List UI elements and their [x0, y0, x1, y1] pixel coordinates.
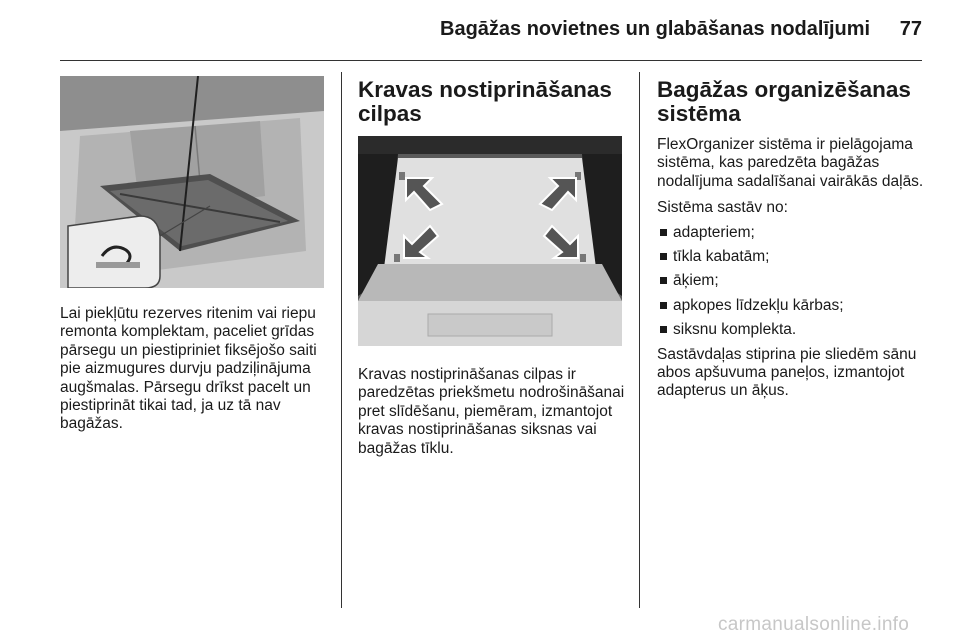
load-compartment-illustration [358, 136, 622, 346]
tie-down-eyes-heading: Kravas nostiprināšanas cilpas [358, 77, 612, 126]
flexorganizer-text [657, 136, 927, 401]
page-number: 77 [899, 18, 922, 40]
page-header-title: Bagāžas novietnes un glabāšanas nodalījumi [440, 18, 871, 40]
watermark: carmanualsonline.info [718, 614, 910, 635]
list-item: tīkla kabatām; [657, 248, 927, 266]
column-divider-right [639, 72, 640, 608]
spare-wheel-cover-figure [60, 76, 324, 288]
tie-down-eyes-paragraph: Kravas nostiprināšanas cilpas ir paredzētas priekšmetu nodrošināšanai pret slīdēšanu, piemēram, izmantojot kravas nostiprināšanas siksnas vai bagāžas tīklu. [358, 366, 625, 457]
column-divider-left [341, 72, 342, 608]
list-item: apkopes līdzekļu kārbas; [657, 297, 927, 315]
list-item: adapteriem; [657, 224, 927, 242]
flexorganizer-closing: Sastāvdaļas stiprina pie sliedēm sānu abos apšuvuma paneļos, izmantojot adapterus un āķus. [657, 345, 917, 400]
spare-wheel-paragraph: Lai piekļūtu rezerves ritenim vai riepu remonta komplektam, paceliet grīdas pārsegu un piestipriniet fiksējošo saiti pie aizmugures durvju padziļinājuma augšmalas. Pārsegu drīkst pacelt un piestiprināt tikai tad, ja uz tā nav bagāžas. [60, 305, 317, 433]
flexorganizer-heading: Bagāžas organizēšanas sistēma [657, 77, 911, 126]
flexorganizer-intro: FlexOrganizer sistēma ir pielāgojama sistēma, kas paredzēta bagāžas nodalījuma sadalīšanai vairākās daļās. [657, 136, 924, 190]
tie-down-eyes-figure [358, 136, 622, 346]
components-list [657, 224, 927, 340]
components-intro: Sistēma sastāv no: [657, 199, 788, 217]
spare-wheel-access-text [60, 305, 326, 434]
header-rule [60, 60, 922, 61]
tie-down-eyes-text [358, 366, 626, 458]
list-item: siksnu komplekta. [657, 321, 927, 339]
list-item: āķiem; [657, 272, 927, 290]
spare-wheel-cover-illustration [60, 76, 324, 288]
